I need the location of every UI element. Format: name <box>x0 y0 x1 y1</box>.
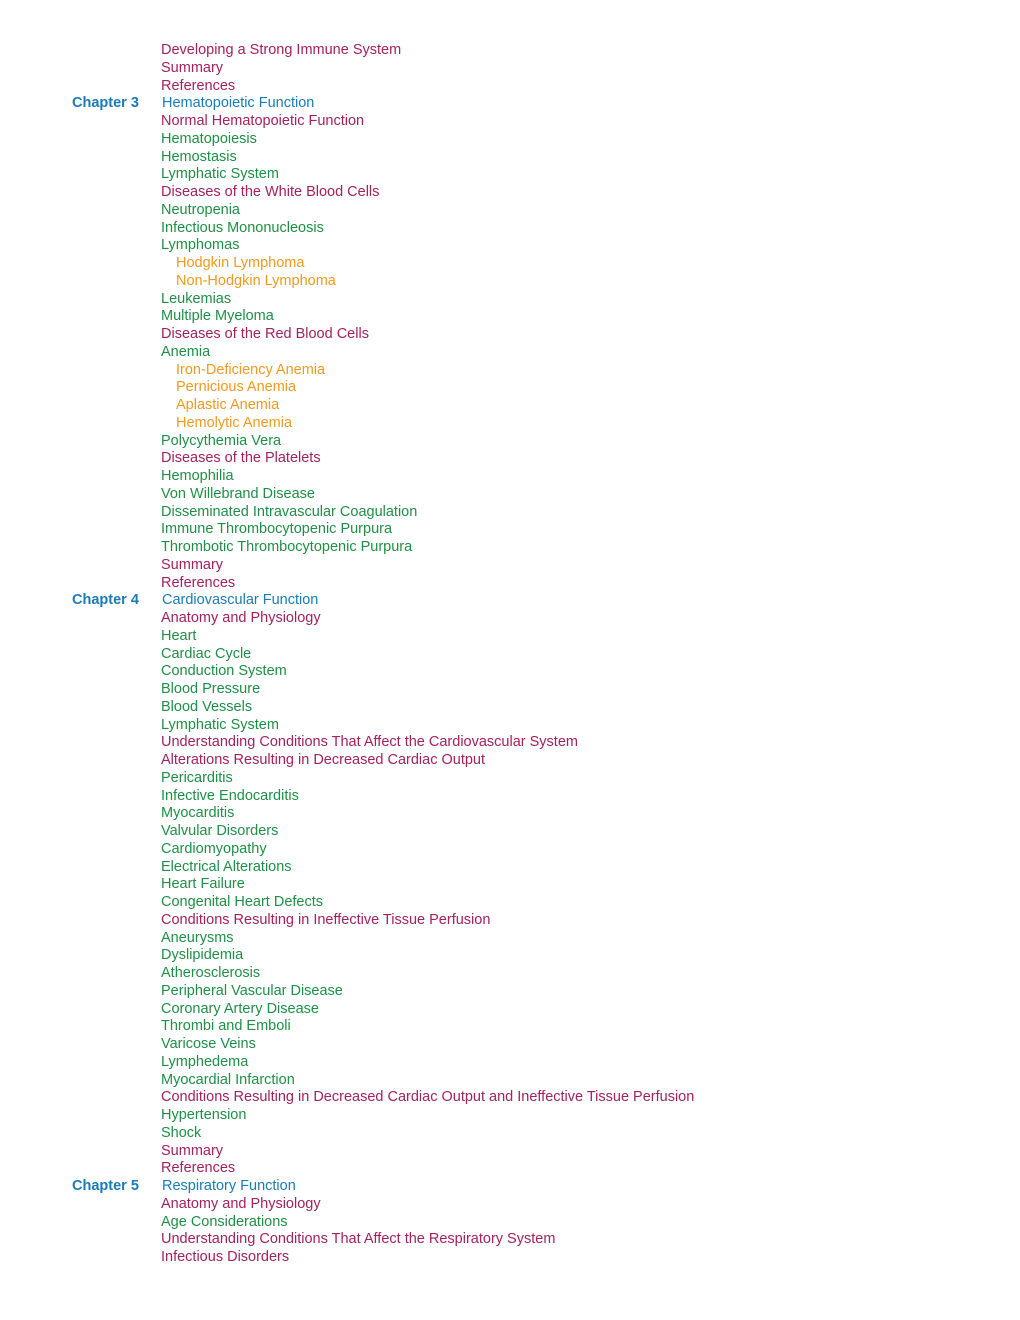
toc-row <box>0 804 1020 822</box>
toc-section-link[interactable]: Understanding Conditions That Affect the Cardiovascular System <box>161 734 578 751</box>
toc-row <box>0 698 1020 716</box>
toc-row <box>0 414 1020 432</box>
toc-row <box>0 1248 1020 1266</box>
toc-subsubsection-link[interactable]: Pernicious Anemia <box>176 379 297 396</box>
toc-section-link[interactable]: Diseases of the White Blood Cells <box>161 184 380 200</box>
toc-row <box>0 272 1020 290</box>
toc-section-link[interactable]: Normal Hematopoietic Function <box>161 113 365 129</box>
toc-subsection-link[interactable]: Valvular Disorders <box>161 823 279 839</box>
toc-section-link[interactable]: Diseases of the Red Blood Cells <box>161 326 369 342</box>
toc-section-link[interactable]: Summary <box>161 59 224 76</box>
toc-subsection-link[interactable]: Disseminated Intravascular Coagulation <box>161 503 418 520</box>
toc-row <box>0 254 1020 272</box>
toc-subsection-link[interactable]: Varicose Veins <box>161 1036 256 1052</box>
toc-row <box>0 148 1020 166</box>
toc-row <box>0 627 1020 645</box>
toc-section-link[interactable]: Diseases of the Platelets <box>161 450 321 467</box>
toc-row <box>0 662 1020 680</box>
toc-subsection-link[interactable]: Cardiomyopathy <box>161 840 267 857</box>
toc-section-link[interactable]: Anatomy and Physiology <box>161 610 321 626</box>
toc-section-link[interactable]: References <box>161 1160 236 1177</box>
toc-row <box>0 343 1020 361</box>
toc-section-link[interactable]: Anatomy and Physiology <box>161 1195 321 1212</box>
toc-subsection-link[interactable]: Hemophilia <box>161 468 234 484</box>
toc-row <box>0 911 1020 929</box>
toc-subsection-link[interactable]: Leukemias <box>161 290 232 307</box>
toc-subsection-link[interactable]: Coronary Artery Disease <box>161 1000 319 1017</box>
toc-chapter-row <box>0 1177 1020 1195</box>
toc-subsection-link[interactable]: Lymphatic System <box>161 716 279 733</box>
toc-subsubsection-link[interactable]: Hemolytic Anemia <box>176 414 293 431</box>
toc-row <box>0 165 1020 183</box>
toc-section-link[interactable]: Conditions Resulting in Ineffective Tissue Perfusion <box>161 911 491 928</box>
toc-row <box>0 1159 1020 1177</box>
toc-section-link[interactable]: Conditions Resulting in Decreased Cardiac Output and Ineffective Tissue Perfusion <box>161 1089 695 1106</box>
toc-row <box>0 822 1020 840</box>
toc-row <box>0 503 1020 521</box>
toc-subsection-link[interactable]: Hypertension <box>161 1107 247 1123</box>
toc-subsection-link[interactable]: Anemia <box>161 343 211 360</box>
toc-subsection-link[interactable]: Cardiac Cycle <box>161 645 252 662</box>
toc-row <box>0 645 1020 663</box>
toc-row <box>0 875 1020 893</box>
toc-section-link[interactable]: Summary <box>161 556 224 573</box>
toc-subsection-link[interactable]: Blood Pressure <box>161 681 261 697</box>
toc-subsection-link[interactable]: Congenital Heart Defects <box>161 894 323 910</box>
toc-subsection-link[interactable]: Lymphatic System <box>161 166 279 183</box>
toc-row <box>0 1053 1020 1071</box>
toc-row <box>0 1124 1020 1142</box>
toc-row <box>0 130 1020 148</box>
toc-row <box>0 1106 1020 1124</box>
toc-row <box>0 1195 1020 1213</box>
toc-subsection-link[interactable]: Multiple Myeloma <box>161 308 274 325</box>
toc-row <box>0 716 1020 734</box>
toc-row <box>0 236 1020 254</box>
toc-subsection-link[interactable]: Shock <box>161 1124 202 1141</box>
chapter-title-link[interactable]: Respiratory Function <box>162 1178 296 1194</box>
chapter-number: Chapter 4 <box>72 592 139 609</box>
toc-row <box>0 520 1020 538</box>
toc-subsection-link[interactable]: Blood Vessels <box>161 698 253 715</box>
toc-subsection-link[interactable]: Heart Failure <box>161 876 245 893</box>
toc-section-link[interactable]: References <box>161 77 236 94</box>
toc-subsection-link[interactable]: Polycythemia Vera <box>161 432 282 449</box>
toc-row <box>0 946 1020 964</box>
toc-subsection-link[interactable]: Lymphedema <box>161 1053 249 1070</box>
chapter-title-link[interactable]: Hematopoietic Function <box>162 95 315 112</box>
toc-row <box>0 787 1020 805</box>
toc-subsection-link[interactable]: Hematopoiesis <box>161 130 257 147</box>
toc-row <box>0 733 1020 751</box>
toc-subsection-link[interactable]: Dyslipidemia <box>161 947 244 964</box>
toc-section-link[interactable]: Understanding Conditions That Affect the Respiratory System <box>161 1231 556 1248</box>
toc-subsection-link[interactable]: Immune Thrombocytopenic Purpura <box>161 521 393 538</box>
toc-row <box>0 112 1020 130</box>
toc-row <box>0 1088 1020 1106</box>
toc-subsection-link[interactable]: Infective Endocarditis <box>161 787 299 804</box>
toc-subsection-link[interactable]: Thrombotic Thrombocytopenic Purpura <box>161 539 413 555</box>
toc-row <box>0 1142 1020 1160</box>
toc-section-link[interactable]: Alterations Resulting in Decreased Cardiac Output <box>161 752 485 768</box>
toc-subsection-link[interactable]: Thrombi and Emboli <box>161 1018 291 1035</box>
toc-row <box>0 1017 1020 1035</box>
toc-row <box>0 769 1020 787</box>
toc-row <box>0 59 1020 77</box>
toc-row <box>0 219 1020 237</box>
toc-row <box>0 201 1020 219</box>
toc-row <box>0 840 1020 858</box>
toc-row <box>0 485 1020 503</box>
toc-subsection-link[interactable]: Atherosclerosis <box>161 965 261 981</box>
chapter-number: Chapter 5 <box>72 1178 139 1194</box>
toc-row <box>0 449 1020 467</box>
toc-row <box>0 290 1020 308</box>
toc-subsubsection-link[interactable]: Aplastic Anemia <box>176 397 280 413</box>
toc-row <box>0 538 1020 556</box>
toc-row <box>0 41 1020 59</box>
toc-row <box>0 751 1020 769</box>
toc-row <box>0 556 1020 574</box>
toc-row <box>0 1035 1020 1053</box>
toc-section-link[interactable]: Developing a Strong Immune System <box>161 42 402 58</box>
toc-row <box>0 1230 1020 1248</box>
toc-row <box>0 982 1020 1000</box>
toc-subsection-link[interactable]: Hemostasis <box>161 148 237 165</box>
toc-row <box>0 307 1020 325</box>
toc-subsection-link[interactable]: Conduction System <box>161 663 287 680</box>
toc-section-link[interactable]: Summary <box>161 1142 224 1159</box>
chapter-number: Chapter 3 <box>72 95 139 112</box>
toc-subsubsection-link[interactable]: Iron-Deficiency Anemia <box>176 361 326 378</box>
toc-subsection-link[interactable]: Neutropenia <box>161 201 240 218</box>
toc-row <box>0 77 1020 95</box>
toc-subsubsection-link[interactable]: Hodgkin Lymphoma <box>176 255 305 271</box>
toc-row <box>0 1000 1020 1018</box>
toc-subsection-link[interactable]: Von Willebrand Disease <box>161 485 315 502</box>
toc-row <box>0 574 1020 592</box>
toc-chapter-row <box>0 591 1020 609</box>
toc-row <box>0 183 1020 201</box>
toc-subsection-link[interactable]: Electrical Alterations <box>161 858 292 875</box>
toc-row <box>0 858 1020 876</box>
toc-subsection-link[interactable]: Age Considerations <box>161 1213 288 1230</box>
toc-subsection-link[interactable]: Heart <box>161 627 197 644</box>
toc-row <box>0 325 1020 343</box>
toc-row <box>0 893 1020 911</box>
toc-chapter-row <box>0 94 1020 112</box>
toc-subsection-link[interactable]: Aneurysms <box>161 929 234 946</box>
toc-subsection-link[interactable]: Infectious Mononucleosis <box>161 219 324 236</box>
toc-subsection-link[interactable]: Myocarditis <box>161 805 235 822</box>
toc-row <box>0 609 1020 627</box>
toc-row <box>0 1213 1020 1231</box>
chapter-title-link[interactable]: Cardiovascular Function <box>162 592 319 609</box>
toc-row <box>0 396 1020 414</box>
toc-subsection-link[interactable]: Lymphomas <box>161 237 240 254</box>
toc-row <box>0 1071 1020 1089</box>
toc-subsection-link[interactable]: Pericarditis <box>161 769 233 786</box>
toc-row <box>0 361 1020 379</box>
toc-row <box>0 964 1020 982</box>
toc-row <box>0 467 1020 485</box>
toc-subsection-link[interactable]: Myocardial Infarction <box>161 1071 295 1088</box>
toc-row <box>0 378 1020 396</box>
toc-section-link[interactable]: Infectious Disorders <box>161 1249 290 1265</box>
toc-row <box>0 929 1020 947</box>
toc-row <box>0 432 1020 450</box>
toc-row <box>0 680 1020 698</box>
toc-section-link[interactable]: References <box>161 574 236 591</box>
toc-subsubsection-link[interactable]: Non-Hodgkin Lymphoma <box>176 272 336 289</box>
toc-subsection-link[interactable]: Peripheral Vascular Disease <box>161 982 343 999</box>
